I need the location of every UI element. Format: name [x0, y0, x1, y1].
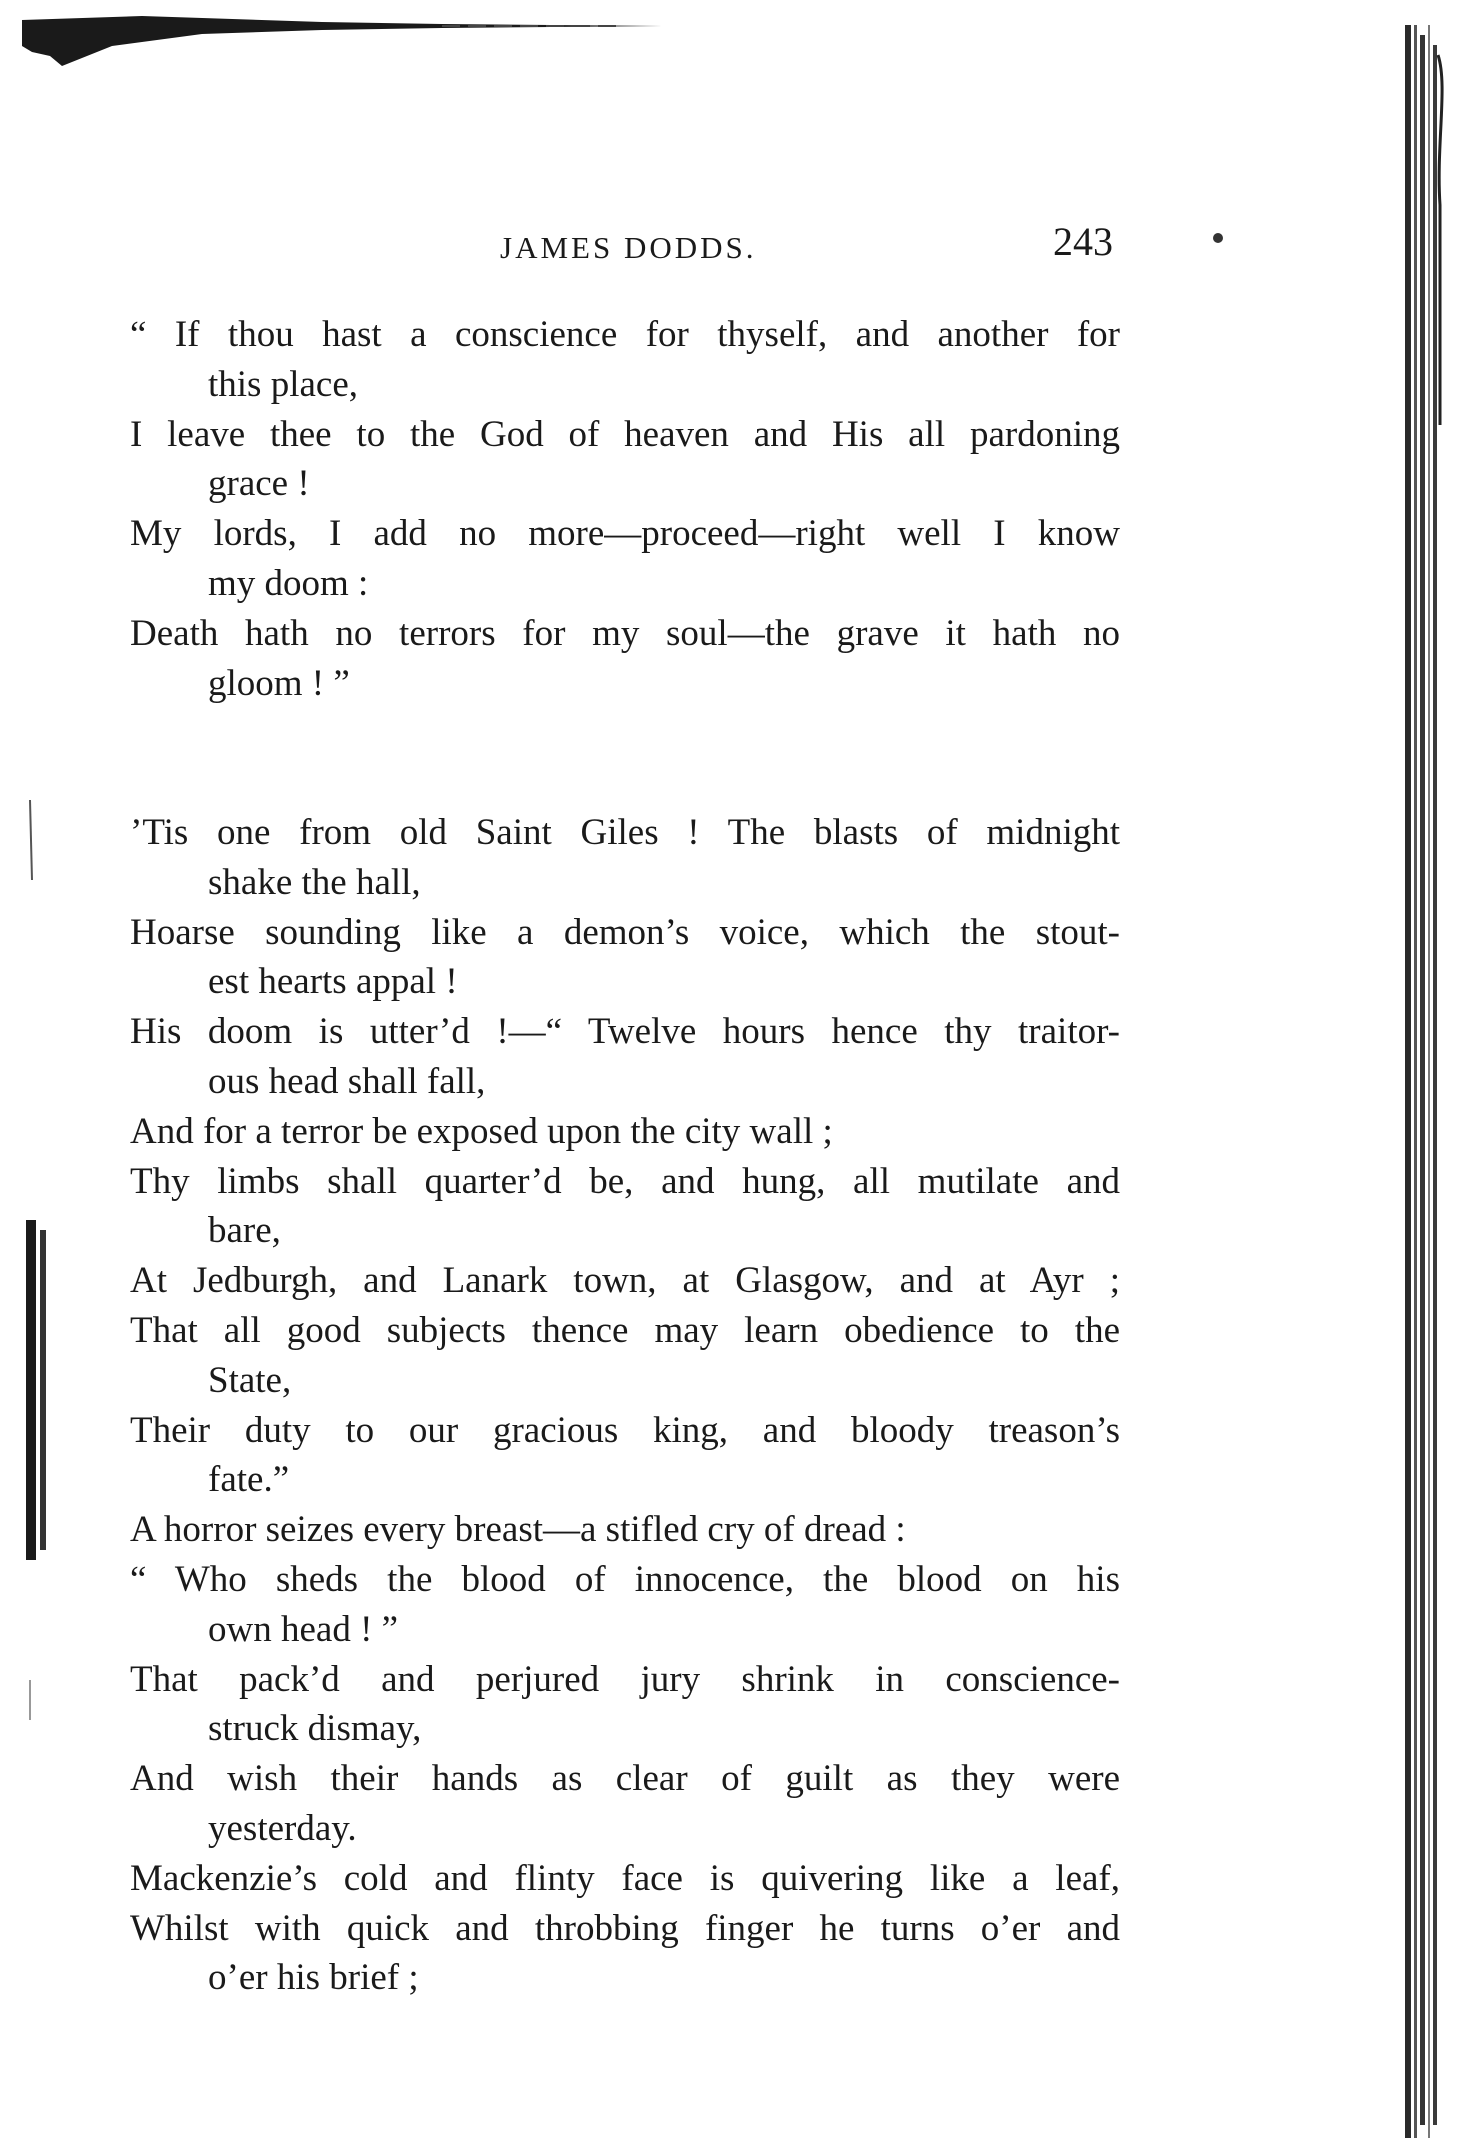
poem-line: That all good subjects thence may learn obedience to the	[130, 1309, 1120, 1351]
poem-line: Their duty to our gracious king, and bloody treason’s	[130, 1409, 1120, 1451]
poem-line: “ If thou hast a conscience for thyself, and another for	[130, 314, 1120, 355]
poem-line: Mackenzie’s cold and flinty face is quivering like a leaf,	[130, 1857, 1120, 1899]
poem-line-continuation: o’er his brief ;	[208, 1957, 419, 1999]
poem-line: Thy limbs shall quarter’d be, and hung, all mutilate and	[130, 1160, 1120, 1202]
page-edge-binding	[1400, 25, 1477, 2138]
poem-line: A horror seizes every breast—a stifled cry of dread :	[130, 1509, 906, 1551]
poem-line: My lords, I add no more—proceed—right well I know	[130, 513, 1120, 555]
poem-line-continuation: grace !	[208, 463, 310, 505]
poem-line: ’Tis one from old Saint Giles ! The blasts of midnight	[130, 812, 1120, 853]
poem-line: At Jedburgh, and Lanark town, at Glasgow, and at Ayr ;	[130, 1260, 1120, 1302]
poem-line: “ Who sheds the blood of innocence, the blood on his	[130, 1558, 1120, 1600]
poem-line: And wish their hands as clear of guilt as they were	[130, 1758, 1120, 1800]
poem-line: And for a terror be exposed upon the city wall ;	[130, 1110, 833, 1152]
poem-line: I leave thee to the God of heaven and His all pardoning	[130, 413, 1120, 455]
poem-line-continuation: ous head shall fall,	[208, 1060, 486, 1102]
poem-line: His doom is utter’d !—“ Twelve hours hence thy traitor-	[130, 1011, 1120, 1053]
scan-margin-marks	[0, 800, 70, 1800]
scan-dot	[1213, 233, 1223, 243]
poem-line-continuation: this place,	[208, 363, 359, 405]
poem-line-continuation: my doom :	[208, 562, 369, 604]
poem-line-continuation: gloom ! ”	[208, 662, 350, 704]
poem-line-continuation: own head ! ”	[208, 1608, 399, 1650]
poem-line: That pack’d and perjured jury shrink in conscience-	[130, 1658, 1120, 1700]
poem-line-continuation: State,	[208, 1359, 292, 1401]
poem-line-continuation: struck dismay,	[208, 1708, 422, 1750]
poem-line: Whilst with quick and throbbing finger he turns o’er and	[130, 1907, 1120, 1949]
stanza-1	[130, 310, 1120, 708]
running-head	[130, 218, 1130, 268]
page-number: 243	[1053, 219, 1113, 264]
scan-smudge-top	[22, 12, 662, 72]
poem-line-continuation: yesterday.	[208, 1807, 357, 1849]
poem-line-continuation: fate.”	[208, 1459, 290, 1501]
running-title: JAMES DODDS.	[500, 230, 757, 265]
poem-line-continuation: est hearts appal !	[208, 961, 458, 1003]
poem-line-continuation: bare,	[208, 1210, 281, 1252]
poem-line: Hoarse sounding like a demon’s voice, which the stout-	[130, 911, 1120, 953]
poem-line-continuation: shake the hall,	[208, 861, 421, 903]
stanza-2	[130, 808, 1120, 2003]
poem-line: Death hath no terrors for my soul—the grave it hath no	[130, 612, 1120, 654]
